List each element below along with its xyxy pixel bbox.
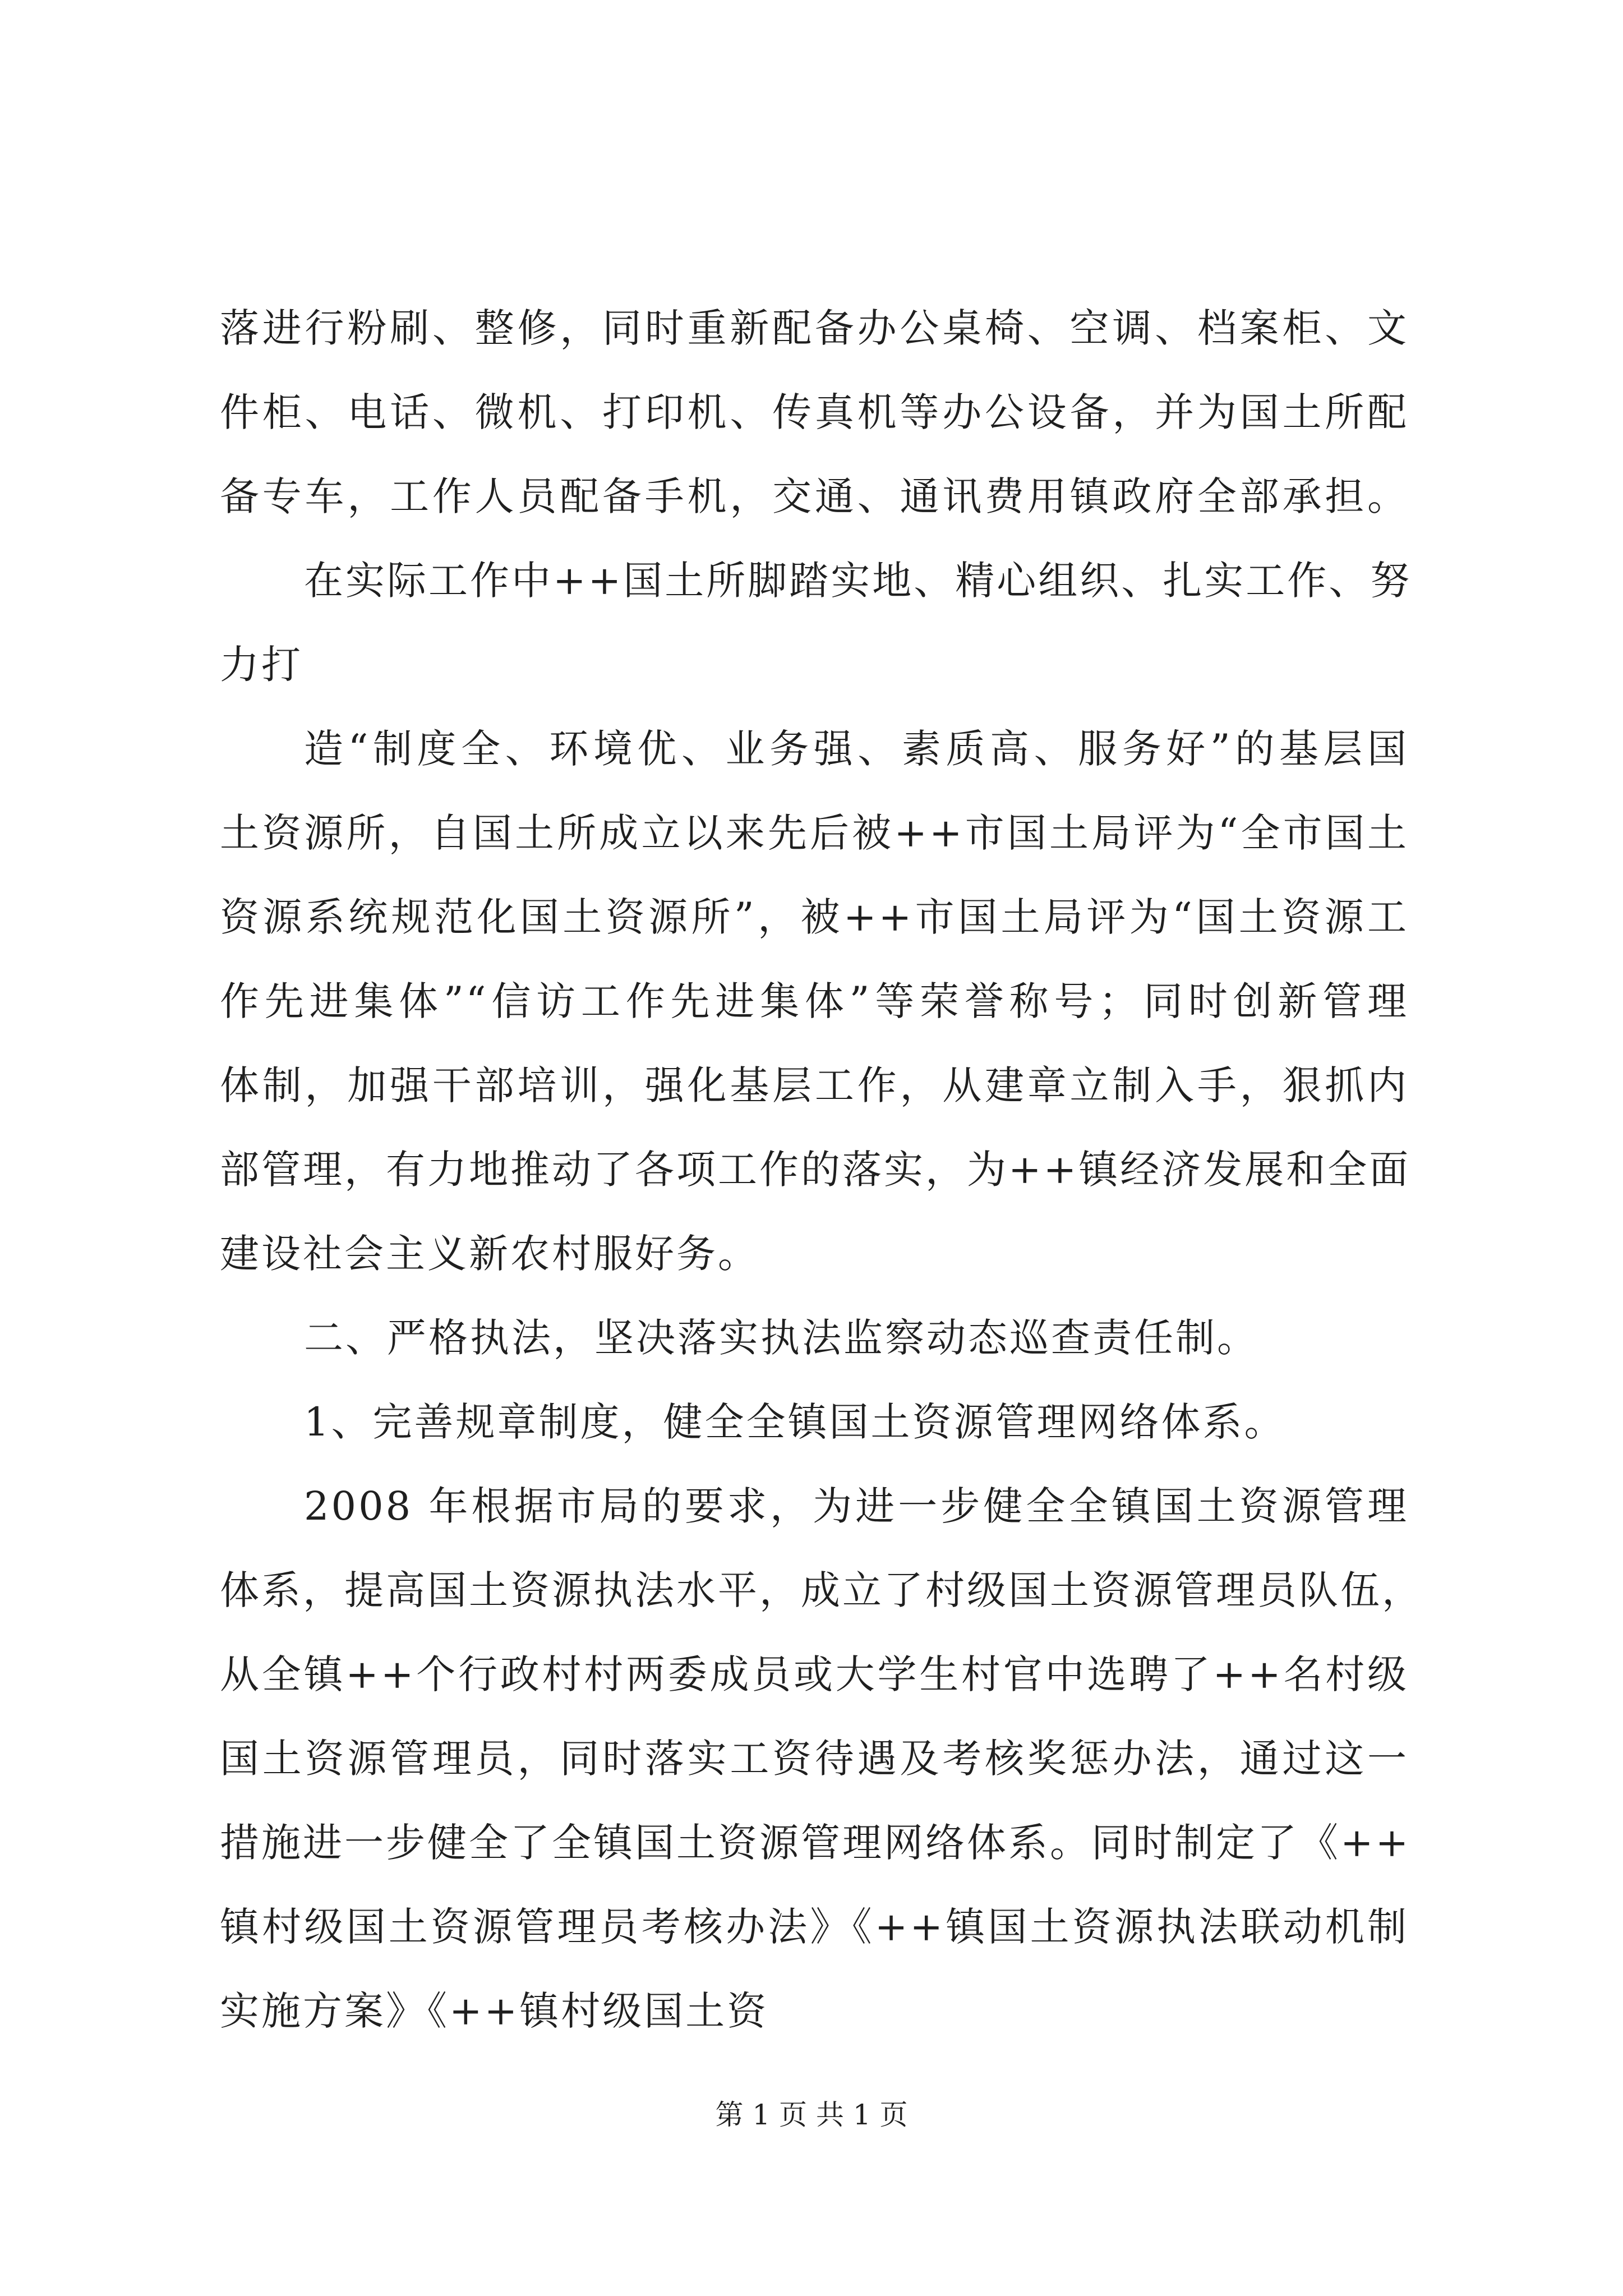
text-line: 作先进集体”“信访工作先进集体”等荣誉称号；同时创新管理 — [220, 978, 1409, 1024]
text-line: 措施进一步健全了全镇国土资源管理网络体系。同时制定了《++ — [220, 1820, 1411, 1866]
text-line: 力打 — [220, 642, 303, 688]
text-line: 体制，加强干部培训，强化基层工作，从建章立制入手，狠抓内 — [220, 1062, 1409, 1108]
text-line: 镇村级国土资源管理员考核办法》《++镇国土资源执法联动机制 — [220, 1904, 1409, 1950]
text-line: 部管理，有力地推动了各项工作的落实，为++镇经济发展和全面 — [220, 1147, 1411, 1193]
paragraph-first-line: 造“制度全、环境优、业务强、素质高、服务好”的基层国 — [304, 726, 1409, 772]
subsection-heading: 1、完善规章制度，健全全镇国土资源管理网络体系。 — [304, 1399, 1286, 1445]
text-line: 落进行粉刷、整修，同时重新配备办公桌椅、空调、档案柜、文 — [220, 305, 1409, 351]
page-footer: 第 1 页 共 1 页 — [715, 2099, 908, 2131]
text-line: 从全镇++个行政村村两委成员或大学生村官中选聘了++名村级 — [220, 1651, 1409, 1697]
section-heading: 二、严格执法，坚决落实执法监察动态巡查责任制。 — [304, 1315, 1258, 1361]
text-line: 实施方案》《++镇村级国土资 — [220, 1988, 769, 2034]
text-line: 备专车，工作人员配备手机，交通、通讯费用镇政府全部承担。 — [220, 473, 1409, 519]
paragraph-first-line: 在实际工作中++国土所脚踏实地、精心组织、扎实工作、努 — [304, 558, 1412, 604]
text-line: 国土资源管理员，同时落实工资待遇及考核奖惩办法，通过这一 — [220, 1736, 1409, 1782]
text-line: 建设社会主义新农村服好务。 — [220, 1231, 759, 1277]
paragraph-first-line: 2008 年根据市局的要求，为进一步健全全镇国土资源管理 — [304, 1483, 1409, 1529]
text-line: 件柜、电话、微机、打印机、传真机等办公设备，并为国土所配 — [220, 389, 1409, 435]
text-line: 资源系统规范化国土资源所”，被++市国土局评为“国土资源工 — [220, 894, 1409, 940]
text-line: 土资源所，自国土所成立以来先后被++市国土局评为“全市国土 — [220, 810, 1409, 856]
text-line: 体系，提高国土资源执法水平，成立了村级国土资源管理员队伍， — [220, 1567, 1423, 1613]
